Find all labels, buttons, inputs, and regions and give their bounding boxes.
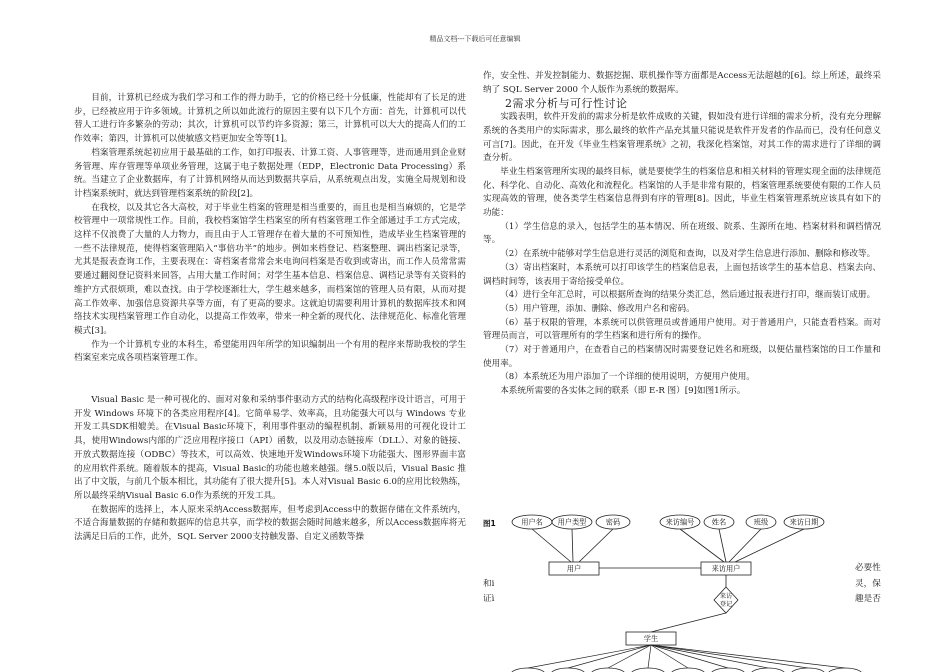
function-item-4: （4）进行全年汇总时，可以根据所查询的结果分类汇总，然后通过报表进行打印，继而装订成册。	[500, 290, 876, 301]
requirements-paragraph-2: 毕业生档案管理所实现的最终目标，就是要使学生的档案信息和相关材料的管理实现全面的法律规范化、科学化、自动化、高效化和流程化。档案馆的人手是非常有限的，档案管理系统要使有限的工作人员实现高效的管理，使各类学生档案信息得到有序的管理[8]。因此，毕业生档案管理系统应该具有如下的功能：	[483, 166, 881, 219]
overlap-fragment-right-top: 必要性	[855, 563, 881, 573]
svg-text:用户名: 用户名	[521, 517, 543, 527]
student-attribute-edges	[528, 645, 845, 668]
user-attribute-password	[596, 515, 630, 529]
svg-text:来访用户: 来访用户	[711, 564, 741, 573]
svg-text:学生: 学生	[643, 634, 659, 643]
tools-paragraph-db: 在数据库的选择上，本人原来采纳Access数据库，但考虑到Access中的数据存储在文件系统内，不适合海量数据的存储和数据库的信息共享，而学校的数据会随时间越来越多，所以Access数据库将无法满足日后的工作，此外，SQL Server 2000支持触发器、自定义函数等操	[74, 504, 466, 543]
user-attribute-username	[512, 515, 552, 529]
right-column	[483, 70, 881, 399]
visitor-attribute-visit-date	[784, 515, 824, 529]
user-entity	[549, 562, 599, 575]
continuation-paragraph: 作，安全性、并发控制能力、数据挖掘、联机操作等方面都是Access无法超越的[6]。综上所述，最终采纳了 SQL Server 2000 个人版作为系统的数据库。	[483, 71, 881, 95]
overlap-fragment-right-mid: 灵，保	[855, 579, 881, 589]
overlap-fragment-left-top: 和i	[483, 579, 495, 589]
overlap-fragment-left-bottom: 证ì	[483, 594, 495, 604]
svg-text:来访编号: 来访编号	[665, 517, 695, 527]
intro-paragraph-4: 作为一个计算机专业的本科生，希望能用四年所学的知识编制出一个有用的程序来帮助我校的学生档案室来完成各项档案管理工作。	[74, 339, 466, 364]
svg-text:密码: 密码	[605, 517, 621, 527]
function-item-7: （7）对于普通用户，在查看自己的档案情况时需要登记姓名和班级，以便估量档案馆的日工作量和使用率。	[483, 345, 881, 369]
svg-text:用户: 用户	[566, 564, 582, 573]
svg-text:用户类型: 用户类型	[557, 517, 587, 527]
intro-paragraph-2: 档案管理系统起初应用于最基础的工作，如打印报表、计算工资、人事管理等，进而通用到企业财务管理、库存管理等单项业务管理，这属于电子数据处理（EDP，Electronic Data Processing）系统。当建立了企业数据库，有了计算机网络从而达到数据共享后，从系统观点出发，实施全局规划和设计档案系统时，就达到管理档案系统的阶段[2]。	[74, 147, 466, 199]
student-attribute-ellipses-cut-off	[511, 668, 862, 672]
visitor-attribute-visit-number	[660, 515, 700, 529]
requirements-paragraph-1: 实践表明，软件开发前的需求分析是软件成败的关键，假如没有进行详细的需求分析，没有充分理解系统的各类用户的实际需求，那么最终的软件产品充其量只能说是软件开发者的作品而已，没有任何意义可言[7]。因此，在开发《毕业生档案管理系统》之初，我深化档案馆，对其工作的需求进行了详细的调查分析。	[483, 112, 881, 164]
figure-label: 图1	[483, 519, 496, 528]
svg-text:来访: 来访	[719, 593, 733, 600]
intro-paragraph-3: 在我校，以及其它各大高校，对于毕业生档案的管理是相当重要的，而且也是相当麻烦的，它是学校管理中一项常规性工作。目前，我校档案馆学生档案室的所有档案管理工作全部通过手工方式完成，这样不仅浪费了大量的人力物力，而且由于人工管理存在着大量的不可预知性，造成毕业生档案管理的一些不法律规范，使得档案管理陷入“事倍功半”的地步。例如来档登记、档案整理、调出档案记录等，尤其是报表查询工作，主要表现在：寄档案者常常会来电询问档案是否收到或寄出，而工作人员常常需要通过翻阅登记资料来回答，占用大量工作时间；对学生基本信息、档案信息、调档记录等有关资料的维护方式很烦琐，难以查找。由于学校逐渐壮大，学生越来越多，而档案馆的管理人员有限，从而对提高工作效率、加强信息资源共享等方面，有了更高的要求。这就迫切需要利用计算机的数据库技术和网络技术实现档案管理工作自动化，以提高工作效率，带来一种全新的现代化、法律规范化、标准化管理模式[3]。	[74, 202, 466, 336]
visitor-attribute-class	[746, 515, 776, 529]
overlap-fragment-right-bottom: 趣是否	[855, 594, 881, 604]
function-item-5: （5）用户管理，添加、删除、修改用户名和密码。	[500, 303, 695, 314]
function-item-2: （2）在系统中能够对学生信息进行灵活的浏览和查询，以及对学生信息进行添加、删除和修改等。	[500, 249, 876, 260]
section-title: 2需求分析与可行性讨论	[505, 97, 628, 111]
function-item-1: （1）学生信息的录入，包括学生的基本情况、所在班级、院系、生源所在地、档案材料和调档情况等。	[483, 221, 881, 246]
intro-paragraph-1: 目前，计算机已经成为我们学习和工作的得力助手，它的价格已经十分低廉，性能却有了长足的进步，已经被应用于许多领域。计算机之所以如此流行的原因主要有以下几个方面：首先，计算机可以代替人工进行许多繁杂的劳动；其次，计算机可以节约许多资源；第三，计算机可以大大的提高人们的工作效率；第四，计算机可以使敏感文档更加安全等等[1]。	[74, 93, 466, 145]
svg-text:登记: 登记	[719, 601, 733, 608]
svg-text:来访日期: 来访日期	[789, 517, 819, 527]
function-item-3: （3）寄出档案时，本系统可以打印该学生的档案信息表，上面包括该学生的基本信息、档案去向、调档时间等，该表用于寄给接受单位。	[483, 262, 881, 287]
page-header: 精品文档---下载后可任意编辑	[429, 35, 521, 43]
svg-text:姓名: 姓名	[711, 517, 727, 527]
er-connector-lines	[532, 529, 804, 632]
function-item-6: （6）基于权限的管理，本系统可以供管理员或普通用户使用。对于普通用户，只能查看档案。而对管理员而言，可以管理所有的学生档案和进行所有的操作。	[483, 317, 881, 342]
visitor-entity	[701, 562, 751, 575]
svg-text:班级: 班级	[753, 517, 769, 527]
function-item-8: （8）本系统还为用户添加了一个详细的使用说明，方便用户使用。	[500, 372, 755, 383]
visitor-attribute-name	[704, 515, 734, 529]
er-intro-paragraph: 本系统所需要的各实体之间的联系（即 E-R 图）[9]如图1所示。	[500, 386, 746, 397]
user-attribute-usertype	[552, 515, 592, 529]
er-diagram	[483, 508, 883, 672]
left-column	[74, 92, 466, 545]
student-entity	[626, 632, 676, 645]
visit-register-relationship	[714, 587, 738, 613]
section-gap	[74, 366, 466, 394]
tools-paragraph-vb: Visual Basic 是一种可视化的、面对对象和采纳事件驱动方式的结构化高级程序设计语言，可用于开发 Windows 环境下的各类应用程序[4]。它简单易学、效率高，且功能强大可以与 Windows 专业开发工具SDK相媲美。在Visual Basic环境下，利用事件驱动的编程机制、新颖易用的可视化设计工具，使用Windows内部的广泛应用程序接口（API）函数，以及用动态链接库（DLL）、对象的链接、开放式数据连接（ODBC）等技术，可以高效、快速地开发Windows环境下功能强大、图形界面丰富的应用软件系统。随着版本的提高，Visual Basic的功能也越来越强。继5.0版以后，Visual Basic 推出了中文版，与前几个版本相比，其功能有了很大提升[5]。本人对Visual Basic 6.0的应用比较熟练，所以最终采纳Visual Basic 6.0作为系统的开发工具。	[74, 395, 466, 501]
